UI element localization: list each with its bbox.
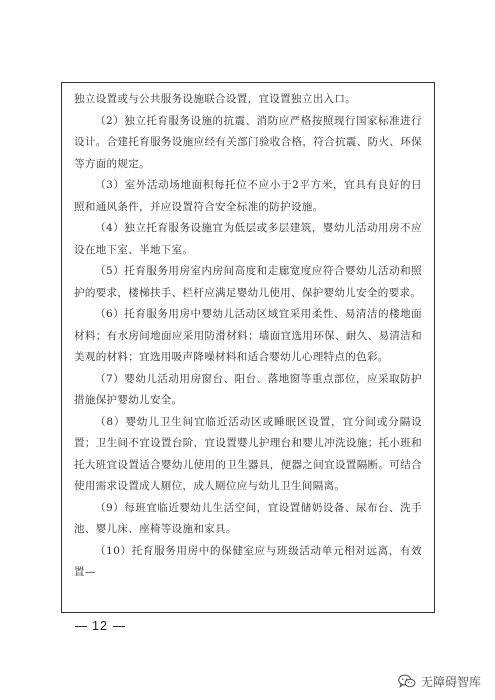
document-frame [61, 82, 435, 613]
dash-right [113, 626, 125, 627]
page-number [70, 619, 130, 633]
paragraph-7: （7）婴幼儿活动用房窗台、阳台、落地窗等重点部位，应采取防护措施保护婴幼儿安全。 [74, 372, 422, 406]
paragraph-5: （5）托育服务用房室内房间高度和走廊宽度应符合婴幼儿活动和照护的要求，楼梯扶手、栏杆应满足婴幼儿使用、保护婴幼儿安全的要求。 [74, 265, 422, 299]
paragraph-6: （6）托育服务用房中婴幼儿活动区域宜采用柔性、易清洁的楼地面材料；有水房间地面应采用防滑材料；墙面宜选用环保、耐久、易清洁和美观的材料；宜选用吸声降噪材料和适合婴幼儿心理特点的色彩。 [74, 308, 422, 363]
paragraph-9: （9）每班宜临近婴幼儿生活空间，宜设置储奶设备、尿布台、洗手池、婴儿床、座椅等设施和家具。 [74, 501, 422, 535]
paragraph-8: （8）婴幼儿卫生间宜临近活动区或睡眠区设置，宜分间或分隔设置；卫生间不宜设置台阶，宜设置婴儿护理台和婴儿冲洗设施；托小班和托大班宜设置适合婴幼儿使用的卫生器具，便器之间宜设置隔断。可结合使用需求设置成人厕位，成人厕位应与幼儿卫生间隔离。 [74, 415, 422, 492]
watermark [398, 673, 481, 690]
paragraph-1: 独立设置或与公共服务设施联合设置，宜设置独立出入口。 [74, 93, 357, 105]
paragraph-2: （2）独立托育服务设施的抗震、消防应严格按照现行国家标准进行设计。合建托育服务设施应经有关部门验收合格，符合抗震、防火、环保等方面的规定。 [74, 114, 422, 170]
paragraph-3: （3）室外活动场地面积每托位不应小于2平方米，宜具有良好的日照和通风条件，并应设置符合安全标准的防护设施。 [74, 179, 422, 213]
paragraph-4: （4）独立托育服务设施宜为低层或多层建筑，婴幼儿活动用房不应设在地下室、半地下室。 [74, 222, 422, 256]
dash-left [75, 626, 87, 627]
paragraph-10: （10）托育服务用房中的保健室应与班级活动单元相对远离，有效置— [74, 544, 422, 578]
wechat-icon [398, 674, 416, 689]
page-number-value: 12 [92, 619, 108, 633]
watermark-text: 无障碍智库 [420, 675, 481, 689]
